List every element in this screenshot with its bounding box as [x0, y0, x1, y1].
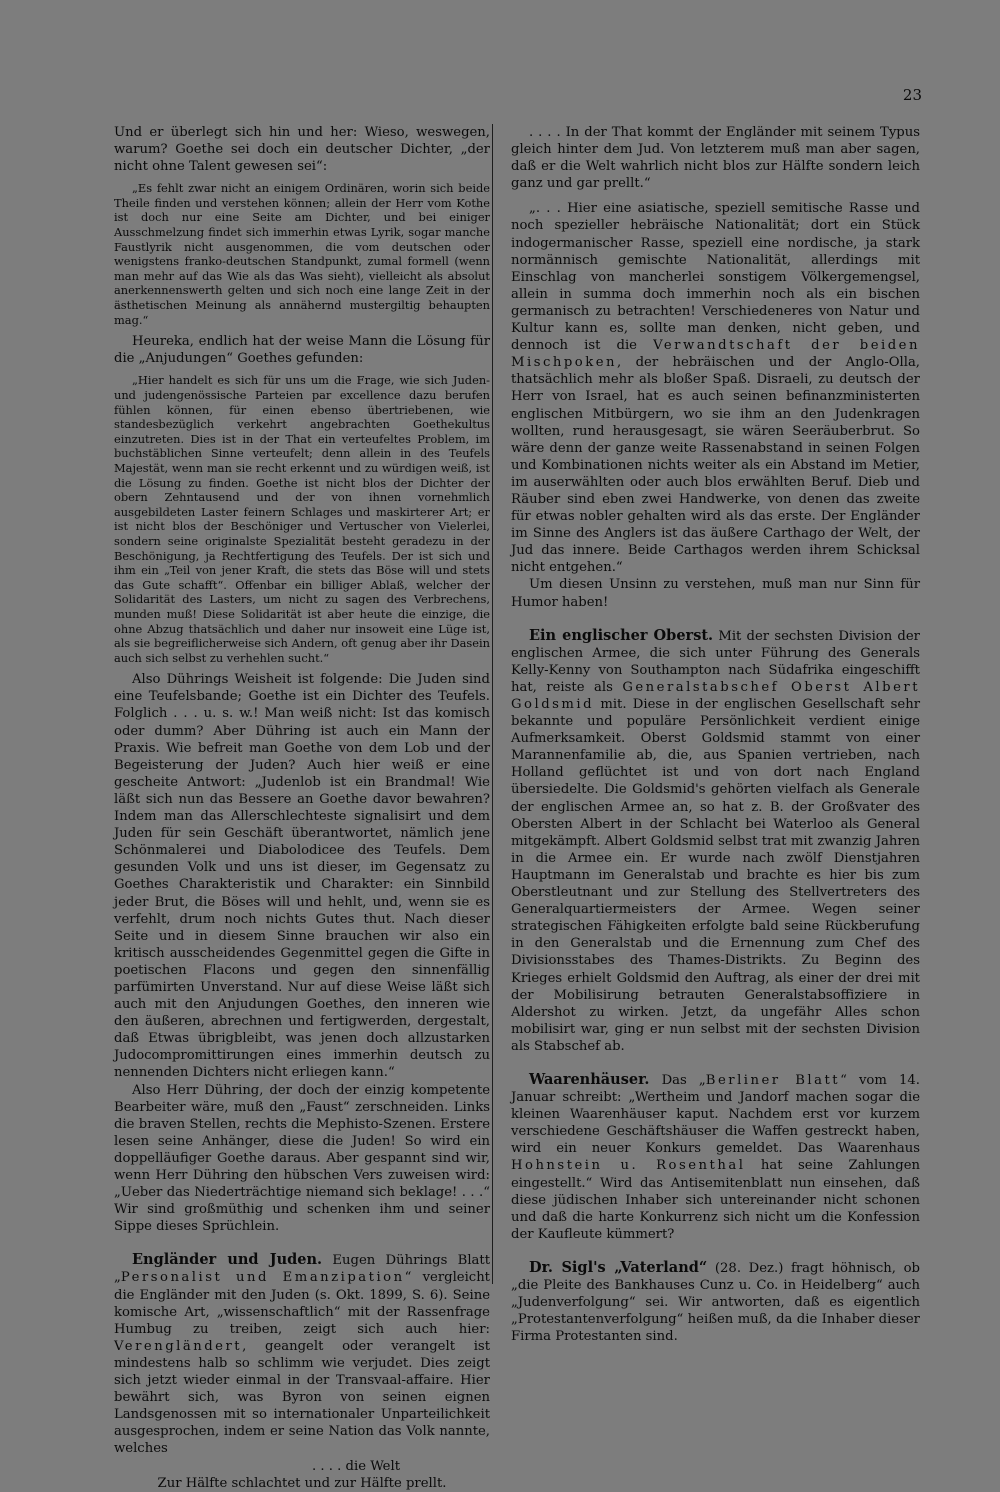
- article-vaterland: [511, 1259, 920, 1345]
- spaced-text: Personalist und Emanzipation: [120, 1270, 405, 1286]
- text-run: mit. Diese in der englischen Gesellschaft sehr bekannte und populäre Persönlichkeit verdient einige Aufmerksamkeit. Oberst Goldsmid stammt von einer Marannenfamilie ab, die, aus Spanien vertrieben, nach Holland geflüchtet ist und von dort nach England übersiedelte. Die Goldsmid's gehörten vielfach als Generale der englischen Armee an, so hat z. B. der Großvater des Obersten Albert in der Schlacht bei Waterloo als General mitgekämpft. Albert Goldsmid selbst trat mit zwanzig Jahren in die Armee ein. Er wurde nach zwölf Dienstjahren Hauptmann im Generalstab und brachte es hier bis zum Oberstleutnant und zur Stellung des Stellvertreters des Generalquartiermeisters der Armee. Wegen seiner strategischen Fähigkeiten erfolgte bald seine Rückberufung in den Generalstab und die Ernennung zum Chef des Divisionsstabes des Thames-Distrikts. Zu Beginn des Krieges erhielt Goldsmid den Auftrag, als einer der drei mit der Mobilisirung betrauten Generalstabsoffiziere in Aldershot zu wirken. Jetzt, da ungefähr Alles schon mobilisirt war, ging er nun selbst mit der sechsten Division als Stabschef ab.: [511, 697, 920, 1054]
- text-run: „. . . Hier eine asiatische, speziell semitische Rasse und noch spezieller hebräische Nationalität; dort ein Stück indogermanischer Rasse, speziell eine nordische, ja stark normännisch gemischte Nationalität, allerdings mit Einschlag von mancherlei sonstigem Völkergemengsel, allein in summa doch immerhin noch als ein bischen germanisch zu betrachten! Verschiedeneres von Natur und Kultur kann es, sollte man denken, nicht geben, und dennoch ist die: [511, 201, 920, 354]
- spaced-text: Verwandtschaft der beiden Mischpoken: [511, 338, 920, 371]
- spaced-text: Hohnstein u. Rosenthal: [511, 1158, 746, 1174]
- page-number: 23: [902, 86, 922, 104]
- article-waarenhäuser: [511, 1071, 920, 1243]
- block-quote: „Hier handelt es sich für uns um die Frage, wie sich Juden- und judengenössische Parteien par excellence dazu berufen fühlen können, für einen ebenso übertriebenen, wie standesbezüglich verkehrt angebrachten Goethekultus einzutreten. Dies ist in der That ein verteufeltes Problem, im buchstäblichen Sinne verteufelt; denn allein in des Teufels Majestät, wenn man sie recht erkennt und zu würdigen weiß, ist die Lösung zu finden. Goethe ist nicht blos der Dichter der obern Zehntausend und der von ihnen vornehmlich ausgebildeten Laster feinern Schlages und maskirterer Art; er ist nicht blos der Beschöniger und Vertuscher von Vielerlei, sondern seine originalste Spezialität besteht geradezu in der Beschönigung, ja Rechtfertigung des Teufels. Der ist sich und ihm ein „Teil von jener Kraft, die stets das Böse will und stets das Gute schafft“. Offenbar ein billiger Ablaß, welcher der Solidarität des Lasters, um nicht zu sagen des Verbrechens, munden muß! Diese Solidarität ist aber heute die einzige, die ohne Abzug thatsächlich und daher nur insoweit eine Lüge ist, als sie begreiflicherweise sich Andern, oft genug aber ihr Dasein auch sich selbst zu verhehlen sucht.“: [114, 373, 490, 665]
- block-quote: „Es fehlt zwar nicht an einigem Ordinären, worin sich beide Theile finden und verstehen können; allein der Herr vom Kothe ist doch nur eine Seite am Dichter, und bei einiger Ausschmelzung findet sich immerhin etwas Lyrik, sogar manche Faustlyrik nicht ausgenommen, die vom deutschen oder wenigstens franko-deutschen Standpunkt, zumal formell (wenn man mehr auf das Wie als das Was sieht), vielleicht als absolut anerkennenswerth gelten und sich noch eine lange Zeit in der ästhetischen Meinung als annähernd mustergiltig behaupten mag.“: [114, 181, 490, 327]
- text-run: “ vom 14. Januar schreibt: „Wertheim und Jandorf machen sogar die kleinen Waarenhäuser kaput. Nachdem erst vor kurzem verschiedene Geschäftshäuser die Waffen gestreckt haben, wird ein neuer Konkurs gemeldet. Das Waarenhaus: [511, 1072, 920, 1157]
- section-heading: Engländer und Juden.: [132, 1251, 323, 1269]
- column-divider: [492, 124, 493, 1284]
- text-run: , geangelt oder verangelt ist mindestens halb so schlimm wie verjudet. Dies zeigt sich jetzt wieder einmal in der Transvaal-affaire. Hier bewährt sich, was Byron von seinen eignen Landsgenossen mit so internationaler Unparteilichkeit ausgesprochen, indem er seine Nation das Volk nannte, welches: [114, 1338, 490, 1457]
- text-run: (28. Dez.) fragt höhnisch, ob „die Pleite des Bankhauses Cunz u. Co. in Heidelberg“ auch „Judenverfolgung“ sei. Wir antworten, daß es eigentlich „Protestantenverfolgung“ heißen muß, da die Inhaber dieser Firma Protestanten sind.: [511, 1260, 920, 1345]
- left-column: [114, 124, 490, 1492]
- paragraph: Um diesen Unsinn zu verstehen, muß man nur Sinn für Humor haben!: [511, 577, 920, 610]
- text-run: hat seine Zahlungen eingestellt.“ Wird das Antisemitenblatt nun einsehen, daß diese jüdischen Inhaber sich untereinander nicht schonen und daß die harte Konkurrenz sich nicht um die Konfession der Kaufleute kümmert?: [511, 1158, 920, 1242]
- text-run: “ vergleicht die Engländer mit den Juden (s. Okt. 1899, S. 6). Seine komische Art, „wissenschaftlich“ mit der Rassenfrage Humbug zu treiben, zeigt sich auch hier:: [114, 1270, 490, 1337]
- spaced-text: Generalstabschef Oberst Albert Goldsmid: [511, 679, 920, 712]
- paragraph: . . . . In der That kommt der Engländer mit seinem Typus gleich hinter dem Jud. Von letzterem muß man aber sagen, daß er die Welt wahrlich nicht blos zur Hälfte sondern leich ganz und gar prellt.“: [511, 125, 920, 192]
- quote-paragraph: [511, 200, 920, 576]
- paragraph: Also Herr Dühring, der doch der einzig kompetente Bearbeiter wäre, muß den „Faust“ zerschneiden. Links die braven Stellen, rechts die Mephisto-Szenen. Erstere lesen seine Anhänger, diese die Juden! So wird ein doppelläufiger Goethe daraus. Aber gespannt sind wir, wenn Herr Dühring den hübschen Vers zuweisen wird: „Ueber das Niederträchtige niemand sich beklage! . . .“ Wir sind großmüthig und schenken ihm und seiner Sippe dieses Sprüchlein.: [114, 1082, 490, 1235]
- section-heading: Waarenhäuser.: [529, 1070, 650, 1088]
- text-run: Das „: [661, 1072, 706, 1088]
- paragraph: Und er überlegt sich hin und her: Wieso, weswegen, warum? Goethe sei doch ein deutscher Dichter, „der nicht ohne Talent gewesen sei“:: [114, 125, 490, 175]
- text-run: Mit der sechsten Division der englischen Armee, die sich unter Führung des Generals Kelly-Kenny von Southampton nach Südafrika eingeschifft hat, reiste als: [511, 628, 920, 695]
- right-column: [511, 124, 920, 1345]
- article-englischer-oberst: [511, 627, 920, 1055]
- paragraph: Heureka, endlich hat der weise Mann die Lösung für die „Anjudungen“ Goethes gefunden:: [114, 334, 490, 367]
- verse-line: . . . . die Welt: [312, 1458, 400, 1474]
- paragraph: Also Dührings Weisheit ist folgende: Die Juden sind eine Teufelsbande; Goethe ist ein Dichter des Teufels. Folglich . . . u. s. w.! Man weiß nicht: Ist das komisch oder dumm? Aber Dühring ist auch ein Mann der Praxis. Wie befreit man Goethe von dem Lob und der Begeisterung der Juden? Auch hier weiß er eine gescheite Antwort: „Judenlob ist ein Brandmal! Wie läßt sich nun das Bessere an Goethe davor bewahren? Indem man das Allerschlechteste signalisirt und dem Juden für sein Geschäft überantwortet, nämlich jene Schönmalerei und Diabolodicee des Teufels. Dem gesunden Volk und uns ist dieser, im Gegensatz zu Goethes Charakteristik und Charakter: ein Sinnbild jeder Brut, die Böses will und hehlt, und, wenn sie es verfehlt, drum noch nichts Gutes thut. Nach dieser Seite und in diesem Sinne brauchen wir also ein kritisch ausscheidendes Gegenmittel gegen die Gifte in poetischen Flacons und gegen den sinnenfällig parfümirten Unverstand. Nur auf diese Weise läßt sich auch mit den Anjudungen Goethes, den inneren wie den äußeren, abrechnen und fertigwerden, dergestalt, daß Etwas übrigbleibt, was jenen doch allzustarken Judocompromittirungen eines immerhin deutsch zu nennenden Dichters nicht erliegen kann.“: [114, 672, 490, 1081]
- verse-line: Zur Hälfte schlachtet und zur Hälfte prellt.: [157, 1475, 447, 1491]
- text-run: , der hebräischen und der Anglo-Olla, thatsächlich mehr als bloßer Spaß. Disraeli, zu deutsch der Herr von Israel, hat es auch seinen befinanzministerten englischen Mitbürgern, wo sie ihm an den Judenkragen wollten, rund herausgesagt, sie wären Seeräuberbrut. So wäre denn der ganze weite Rassenabstand in seinen Folgen und Kombinationen nichts weiter als ein Abstand im Metier, im auserwählten oder auch blos erwählten Beruf. Dieb und Räuber sind eben zwei Handwerke, von denen das zweite für etwas nobler gehalten wird als das erste. Der Engländer im Sinne des Anglers ist das äußere Carthago der Welt, der Jud das innere. Beide Carthagos werden ihrem Schicksal nicht entgehen.“: [511, 355, 920, 576]
- article-engländer-und-juden: [114, 1251, 490, 1457]
- section-heading: Ein englischer Oberst.: [529, 626, 714, 644]
- text-run: Eugen Dührings Blatt „: [114, 1253, 491, 1286]
- section-heading: Dr. Sigl's „Vaterland“: [529, 1258, 708, 1276]
- spaced-text: Verengländert: [114, 1338, 243, 1354]
- spaced-text: Berliner Blatt: [705, 1072, 841, 1088]
